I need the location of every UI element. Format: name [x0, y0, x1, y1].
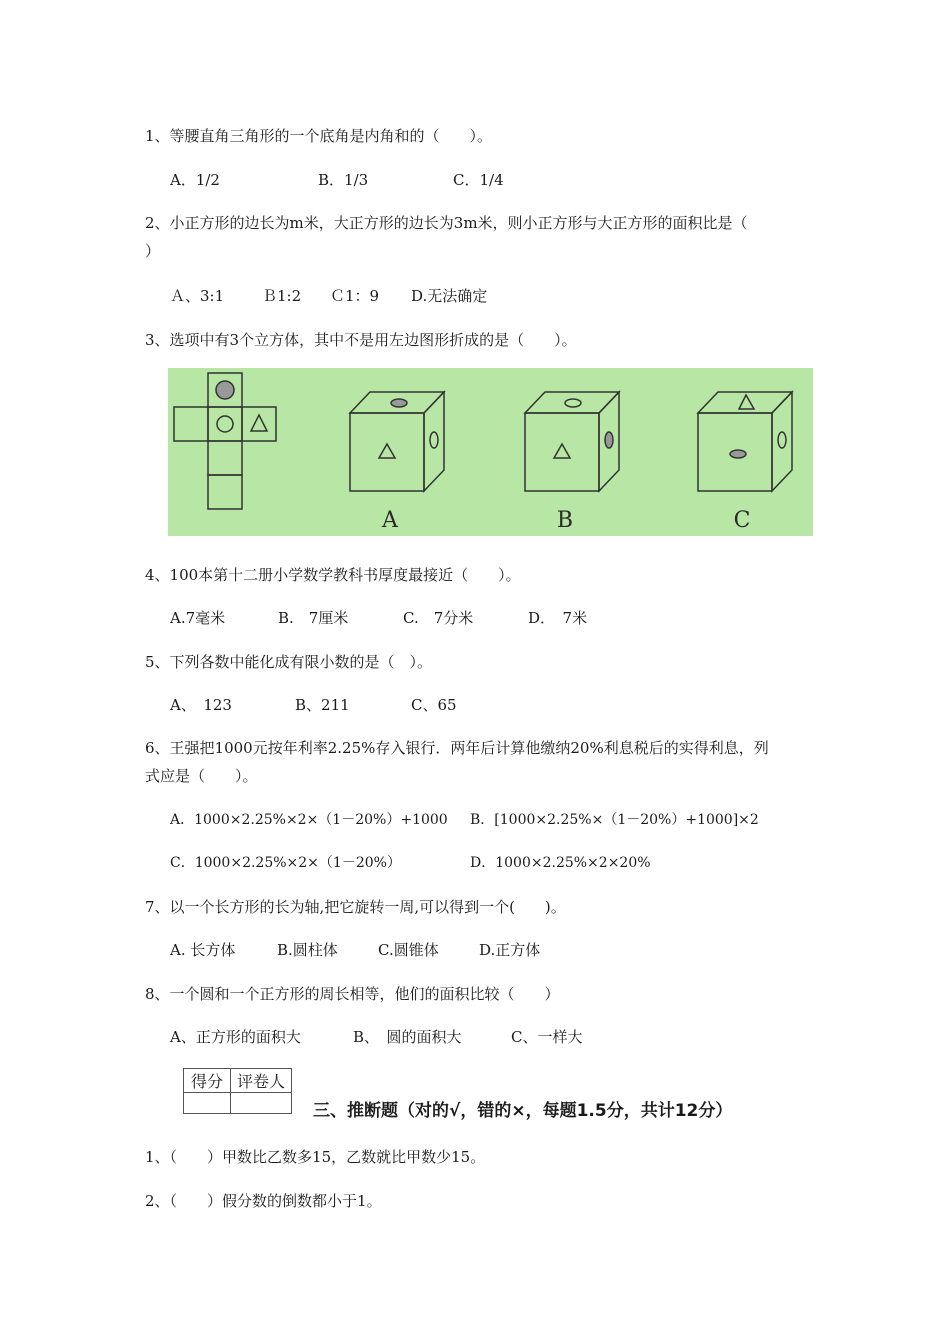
- judgment-item-1: 1、（ ）甲数比乙数多15，乙数就比甲数少15。: [145, 1148, 486, 1166]
- question-2-text-line2: ）: [145, 242, 161, 260]
- cube-net: [174, 373, 276, 509]
- question-5-option-b: B、211: [295, 696, 350, 714]
- question-6-text-line1: 6、王强把1000元按年利率2.25%存入银行．两年后计算他缴纳20%利息税后的实得利息，列: [145, 739, 769, 757]
- question-7-option-a: A. 长方体: [170, 941, 236, 959]
- question-4-option-b: B. 7厘米: [278, 609, 349, 627]
- question-7-option-d: D.正方体: [479, 941, 541, 959]
- question-5-option-a: A、 123: [170, 696, 232, 714]
- cube-b: [525, 392, 619, 491]
- score-header: 得分: [184, 1069, 231, 1093]
- figure-label-a: A: [382, 508, 398, 533]
- question-4-option-a: A.7毫米: [170, 609, 226, 627]
- grader-header: 评卷人: [231, 1069, 292, 1093]
- cube-a: [350, 392, 444, 491]
- question-6-option-a: A．1000×2.25%×2×（1－20%）+1000: [170, 812, 448, 828]
- score-cell: [184, 1093, 231, 1114]
- question-5-option-c: C、65: [411, 696, 457, 714]
- question-6-option-c: C．1000×2.25%×2×（1－20%）: [170, 855, 401, 871]
- question-1-option-b: B．1/3: [318, 171, 369, 189]
- question-7-text: 7、以一个长方形的长为轴,把它旋转一周,可以得到一个( )。: [145, 898, 566, 916]
- question-2-option-b: Ｂ1:2: [262, 287, 302, 305]
- question-7-option-c: C.圆锥体: [378, 941, 439, 959]
- question-3-text: 3、选项中有3个立方体，其中不是用左边图形折成的是（ ）。: [145, 331, 577, 349]
- section-3-title: 三、推断题（对的√，错的×，每题1.5分，共计12分）: [313, 1101, 733, 1121]
- cube-net-figure: [168, 368, 813, 536]
- question-6-option-b: B．[1000×2.25%×（1－20%）+1000]×2: [470, 812, 759, 828]
- question-8-option-c: C、一样大: [511, 1028, 583, 1046]
- question-4-option-d: D． 7米: [528, 609, 588, 627]
- question-6-text-line2: 式应是（ ）。: [145, 767, 258, 785]
- judgment-item-2: 2、（ ）假分数的倒数都小于1。: [145, 1192, 382, 1210]
- question-2-option-c: Ｃ1：9: [330, 287, 380, 305]
- figure-label-c: C: [733, 508, 751, 533]
- question-1-option-a: A．1/2: [170, 171, 220, 189]
- figure-label-b: B: [556, 508, 574, 533]
- question-2-option-d: D.无法确定: [411, 287, 488, 305]
- question-6-option-d: D．1000×2.25%×2×20%: [470, 855, 651, 871]
- question-5-text: 5、下列各数中能化成有限小数的是（ ）。: [145, 653, 433, 671]
- question-7-option-b: B.圆柱体: [277, 941, 338, 959]
- question-4-option-c: C. 7分米: [403, 609, 474, 627]
- question-4-text: 4、100本第十二册小学数学教科书厚度最接近（ ）。: [145, 566, 521, 584]
- score-table: [183, 1068, 292, 1114]
- question-8-text: 8、一个圆和一个正方形的周长相等，他们的面积比较（ ）: [145, 985, 560, 1003]
- question-8-option-a: A、正方形的面积大: [170, 1028, 301, 1046]
- question-1-option-c: C．1/4: [453, 171, 504, 189]
- question-8-option-b: B、 圆的面积大: [353, 1028, 462, 1046]
- grader-cell: [231, 1093, 292, 1114]
- question-2-text-line1: 2、小正方形的边长为m米，大正方形的边长为3m米，则小正方形与大正方形的面积比是（: [145, 214, 748, 232]
- cube-c: [698, 392, 792, 491]
- question-2-option-a: Ａ、3:1: [170, 287, 225, 305]
- question-1-text: 1、等腰直角三角形的一个底角是内角和的（ ）。: [145, 127, 493, 145]
